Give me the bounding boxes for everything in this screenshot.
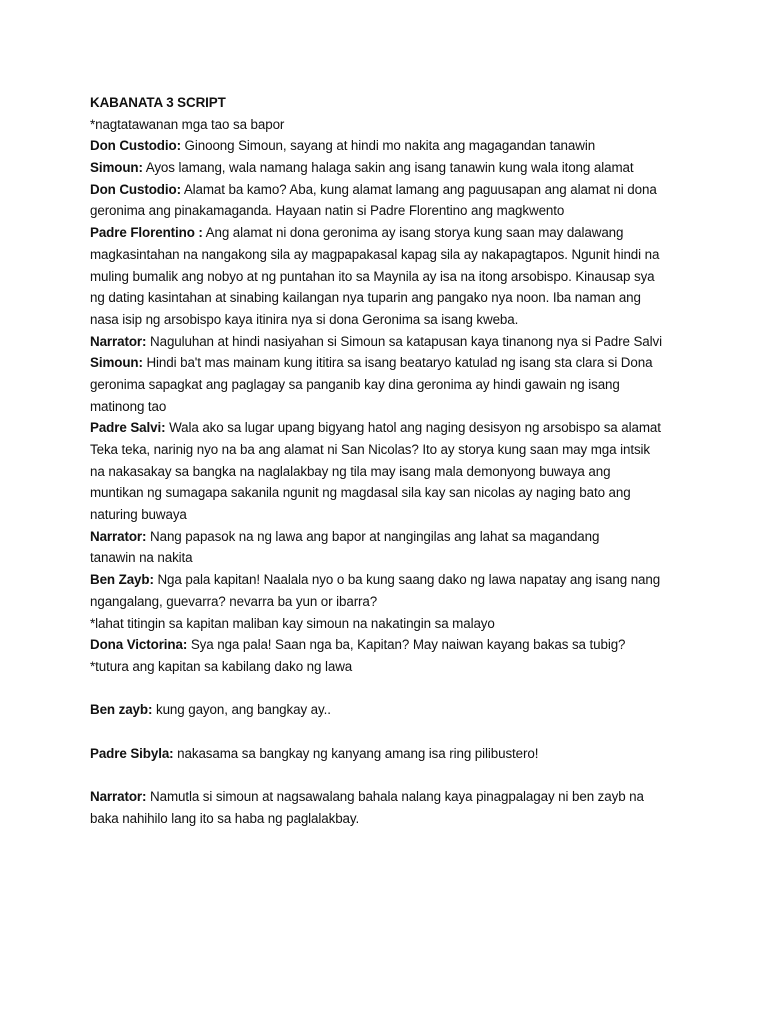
speaker-name: Padre Sibyla: bbox=[90, 745, 174, 761]
line-text: na nakasakay sa bangka na naglalakbay ng tila may isang mala demonyong buwaya ang bbox=[90, 463, 611, 479]
line-text: baka nahihilo lang ito sa haba ng paglalakbay. bbox=[90, 810, 360, 826]
dialogue-line bbox=[90, 157, 690, 179]
dialogue-line bbox=[90, 200, 690, 222]
speaker-name: Narrator: bbox=[90, 789, 147, 804]
line-text: tanawin na nakita bbox=[90, 550, 193, 566]
dialogue-line bbox=[90, 547, 690, 569]
blank-line bbox=[90, 678, 690, 700]
stage-direction-line bbox=[90, 613, 690, 635]
dialogue-line bbox=[90, 309, 690, 331]
speaker-name: Padre Florentino : bbox=[90, 225, 203, 241]
dialogue-line bbox=[90, 352, 690, 374]
stage-direction-line bbox=[90, 114, 690, 136]
line-text: *tutura ang kapitan sa kabilang dako ng lawa bbox=[90, 658, 353, 674]
blank-line bbox=[90, 764, 690, 786]
dialogue-line bbox=[90, 591, 690, 613]
speaker-name: Padre Salvi: bbox=[90, 420, 166, 436]
dialogue-line bbox=[90, 244, 690, 266]
line-text: muntikan ng sumagapa sakanila ngunit ng magdasal sila kay san nicolas ay naging bato ang bbox=[90, 485, 631, 501]
line-text: matinong tao bbox=[90, 398, 167, 414]
line-text: Naguluhan at hindi nasiyahan si Simoun sa katapusan kaya tinanong nya si Padre Salvi bbox=[146, 333, 662, 349]
speaker-name: Simoun: bbox=[90, 160, 143, 176]
dialogue-line bbox=[90, 266, 690, 288]
line-text: Ang alamat ni dona geronima ay isang storya kung saan may dalawang bbox=[202, 225, 624, 241]
dialogue-line bbox=[90, 743, 690, 765]
dialogue-line bbox=[90, 417, 690, 439]
line-text: Alamat ba kamo? Aba, kung alamat lamang ang paguusapan ang alamat ni dona bbox=[180, 181, 657, 197]
line-text: Nang papasok na ng lawa ang bapor at nangingilas ang lahat sa magandang bbox=[146, 528, 600, 544]
dialogue-line bbox=[90, 396, 690, 418]
line-text: ng dating kasintahan at sinabing kailangan nya tuparin ang pangako nya noon. Iba naman ang bbox=[90, 290, 641, 306]
dialogue-line bbox=[90, 634, 690, 656]
line-text: ngangalang, guevarra? nevarra ba yun or ibarra? bbox=[90, 593, 378, 609]
line-text: naturing buwaya bbox=[90, 507, 187, 523]
speaker-name: Narrator: bbox=[90, 528, 147, 544]
line-text: kung gayon, ang bangkay ay.. bbox=[152, 702, 331, 718]
line-text: Ginoong Simoun, sayang at hindi mo nakita ang magagandan tanawin bbox=[180, 138, 596, 154]
line-text: nakasama sa bangkay ng kanyang amang isa ring pilibustero! bbox=[173, 745, 539, 761]
dialogue-line bbox=[90, 482, 690, 504]
blank-line bbox=[90, 721, 690, 743]
dialogue-line bbox=[90, 179, 690, 201]
dialogue-line bbox=[90, 222, 690, 244]
line-text: Nga pala kapitan! Naalala nyo o ba kung saang dako ng lawa napatay ang isang nang bbox=[153, 572, 661, 588]
dialogue-line bbox=[90, 786, 690, 808]
script-body bbox=[90, 114, 690, 830]
line-text: Ayos lamang, wala namang halaga sakin ang isang tanawin kung wala itong alamat bbox=[142, 160, 634, 176]
line-text: geronima ang pinakamaganda. Hayaan natin si Padre Florentino ang magkwento bbox=[90, 203, 565, 219]
document-title: KABANATA 3 SCRIPT bbox=[90, 95, 226, 110]
line-text: magkasintahan na nangakong sila ay magpapakasal kapag sila ay nakapagtapos. Ngunit hindi na bbox=[90, 246, 660, 262]
document-page bbox=[90, 92, 690, 829]
line-text: *lahat titingin sa kapitan maliban kay simoun na nakatingin sa malayo bbox=[90, 615, 495, 631]
line-text: Sya nga pala! Saan nga ba, Kapitan? May naiwan kayang bakas sa tubig? bbox=[187, 637, 626, 653]
dialogue-line bbox=[90, 374, 690, 396]
dialogue-line bbox=[90, 526, 690, 548]
line-text: nasa isip ng arsobispo kaya itinira nya si dona Geronima sa isang kweba. bbox=[90, 311, 519, 327]
dialogue-line bbox=[90, 439, 690, 461]
line-text: Hindi ba't mas mainam kung ititira sa isang beataryo katulad ng isang sta clara si Dona bbox=[142, 355, 653, 371]
dialogue-line bbox=[90, 287, 690, 309]
speaker-name: Don Custodio: bbox=[90, 138, 181, 154]
speaker-name: Ben zayb: bbox=[90, 702, 153, 718]
stage-direction-line bbox=[90, 656, 690, 678]
dialogue-line bbox=[90, 135, 690, 157]
dialogue-line bbox=[90, 331, 690, 353]
speaker-name: Narrator: bbox=[90, 333, 147, 349]
dialogue-line bbox=[90, 504, 690, 526]
dialogue-line bbox=[90, 699, 690, 721]
speaker-name: Don Custodio: bbox=[90, 181, 181, 197]
speaker-name: Ben Zayb: bbox=[90, 572, 154, 588]
dialogue-line bbox=[90, 569, 690, 591]
line-text: Wala ako sa lugar upang bigyang hatol ang naging desisyon ng arsobispo sa alamat bbox=[165, 420, 661, 436]
dialogue-line bbox=[90, 808, 690, 830]
line-text: muling bumalik ang nobyo at ng puntahan ito sa Maynila ay isa na itong arsobispo. Kinausap sya bbox=[90, 268, 655, 284]
line-text: Namutla si simoun at nagsawalang bahala nalang kaya pinagpalagay ni ben zayb na bbox=[146, 789, 644, 804]
speaker-name: Dona Victorina: bbox=[90, 637, 188, 653]
line-text: Teka teka, narinig nyo na ba ang alamat ni San Nicolas? Ito ay storya kung saan may mga intsik bbox=[90, 442, 651, 457]
line-text: geronima sapagkat ang paglagay sa panganib kay dina geronima ay hindi gawain ng isang bbox=[90, 376, 620, 392]
speaker-name: Simoun: bbox=[90, 355, 143, 371]
dialogue-line bbox=[90, 461, 690, 483]
line-text: *nagtatawanan mga tao sa bapor bbox=[90, 116, 285, 132]
